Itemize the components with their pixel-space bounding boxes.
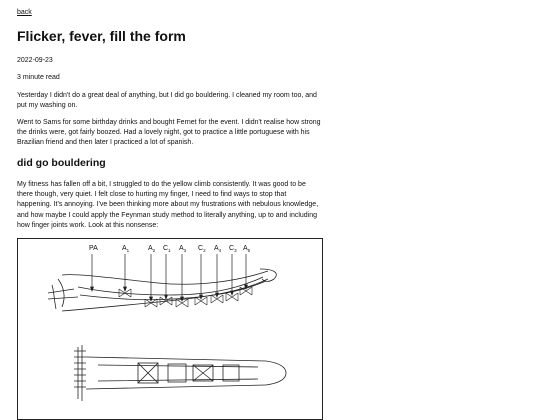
back-link[interactable]: back: [17, 9, 32, 16]
pulley-label: PA: [89, 245, 98, 252]
pulley-label: $A_1$: [122, 245, 130, 253]
pulley-label: $C_3$: [229, 245, 237, 253]
pulley-arrowhead: [124, 287, 127, 291]
pulley-label: $A_3$: [179, 245, 187, 253]
finger-palmar-illustration: [74, 345, 286, 401]
post-date: 2022-09-23: [17, 57, 53, 64]
paragraph: Yesterday I didn't do a great deal of anything, but I did go bouldering. I cleaned my room too, and put my washing on.: [17, 92, 317, 110]
pulley-label: $A_5$: [243, 245, 251, 253]
pulley-arrowhead: [150, 297, 153, 301]
section-heading: did go bouldering: [17, 157, 106, 169]
post-title: Flicker, fever, fill the form: [17, 28, 186, 44]
paragraph: My fitness has fallen off a bit, I struggled to do the yellow climb consistently. It was good to be there though, very quiet. I felt close to hurting my finger, I need to find ways to stop that happening. It's annoying. I've been thinking more about my frustrations with nebulous knowledge, and how maybe I could apply the Feynman study method to literally anything, up to and including how finger joints work. Look at this nonsense:: [17, 181, 319, 229]
pulley-label: $A_4$: [214, 245, 222, 253]
pulley-arrowhead: [165, 295, 168, 299]
pulley-label: $C_2$: [198, 245, 206, 253]
finger-lateral-illustration: [48, 269, 276, 311]
pulley-label: $C_1$: [163, 245, 171, 253]
paragraph: Went to Sams for some birthday drinks and bought Fernet for the event. I didn't realise how strong the drinks were, got fairly boozed. Had a lovely night, got to practice a little portuguese with his Brazilian friend and then later I practiced a lot of spanish.: [17, 119, 321, 147]
finger-pulley-diagram: [17, 238, 323, 420]
pulley-label: $A_2$: [148, 245, 156, 253]
read-time: 3 minute read: [17, 74, 60, 81]
